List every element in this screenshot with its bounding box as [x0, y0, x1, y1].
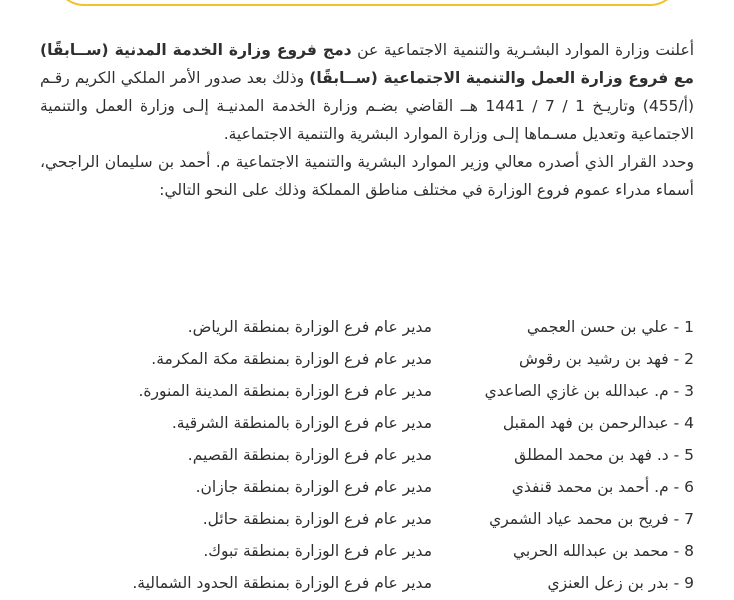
director-name: 2 - فهد بن رشيد بن رقوش	[518, 350, 694, 368]
top-card-border	[54, 0, 680, 6]
list-item	[40, 503, 694, 535]
intro-bold-text: دمج فروع وزارة الخدمة المدنية (ســابقًا) مع فروع وزارة العمل والتنمية الاجتماعية (ســابقًا)	[40, 41, 695, 87]
director-name: 9 - بدر بن زعل العنزي	[547, 574, 694, 592]
list-item	[40, 439, 694, 471]
intro-paragraph	[40, 36, 694, 148]
list-item	[40, 567, 694, 599]
director-name: 6 - م. أحمد بن محمد قنفذي	[511, 478, 694, 496]
list-item	[40, 343, 694, 375]
director-name: 3 - م. عبدالله بن غازي الصاعدي	[484, 382, 694, 400]
director-title: مدير عام فرع الوزارة بمنطقة الحدود الشمالية.	[132, 574, 432, 592]
director-name: 7 - فريح بن محمد عياد الشمري	[489, 510, 694, 528]
list-item	[40, 311, 694, 343]
director-title: مدير عام فرع الوزارة بالمنطقة الشرقية.	[171, 414, 432, 432]
director-title: مدير عام فرع الوزارة بمنطقة تبوك.	[203, 542, 432, 560]
director-title: مدير عام فرع الوزارة بمنطقة جازان.	[195, 478, 432, 496]
director-title: مدير عام فرع الوزارة بمنطقة مكة المكرمة.	[151, 350, 432, 368]
director-name: 5 - د. فهد بن محمد المطلق	[514, 446, 694, 464]
intro-text-start: أعلنت وزارة الموارد البشـرية والتنمية الاجتماعية عن	[351, 41, 694, 59]
decision-paragraph: وحدد القرار الذي أصدره معالي وزير الموارد البشرية والتنمية الاجتماعية م. أحمد بن سليمان الراجحي، أسماء مدراء عموم فروع الوزارة في مختلف مناطق المملكة وذلك على النحو التالي:	[40, 153, 694, 199]
list-item	[40, 535, 694, 567]
director-title: مدير عام فرع الوزارة بمنطقة المدينة المنورة.	[138, 382, 432, 400]
list-item	[40, 375, 694, 407]
directors-list	[40, 311, 694, 599]
article-body	[40, 36, 694, 204]
director-title: مدير عام فرع الوزارة بمنطقة القصيم.	[187, 446, 432, 464]
director-name: 1 - علي بن حسن العجمي	[526, 318, 694, 336]
intro-text-end: وذلك بعد صدور الأمر الملكي الكريم رقـم (أ/455) وتاريـخ 1 / 7 / 1441 هــ القاضي بضـم وزارة الخدمة المدنيـة إلـى وزارة العمل والتنمية الاجتماعية وتعديل مسـماها إلـى وزارة الموارد البشرية والتنمية الاجتماعية.	[40, 69, 694, 143]
director-name: 4 - عبدالرحمن بن فهد المقبل	[502, 414, 694, 432]
director-name: 8 - محمد بن عبدالله الحربي	[513, 542, 694, 560]
list-item	[40, 407, 694, 439]
director-title: مدير عام فرع الوزارة بمنطقة الرياض.	[187, 318, 432, 336]
director-title: مدير عام فرع الوزارة بمنطقة حائل.	[202, 510, 432, 528]
list-item	[40, 471, 694, 503]
